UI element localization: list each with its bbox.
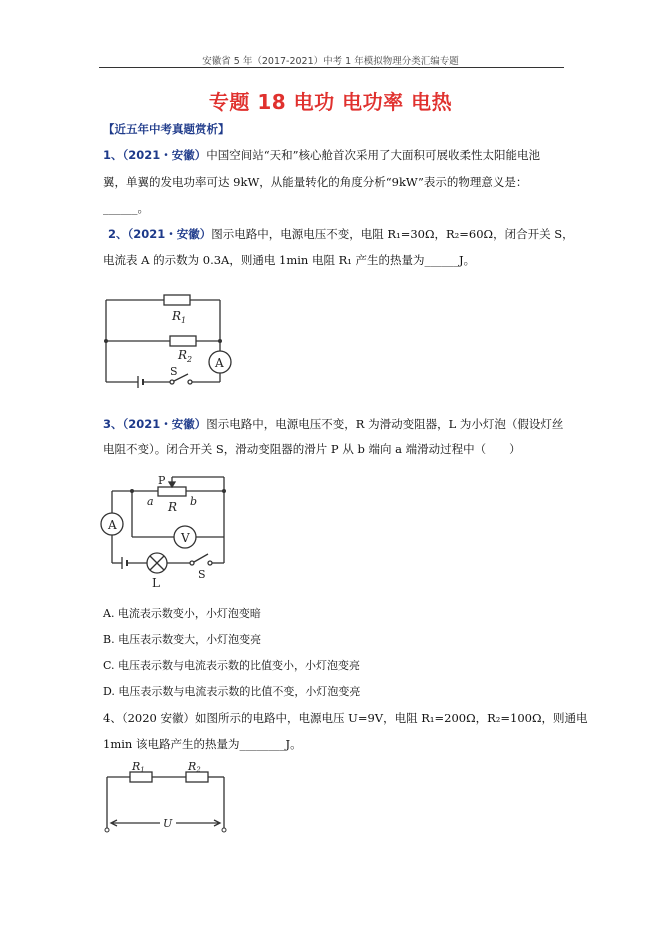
q3-source: （2021・安徽） [122, 417, 207, 431]
q2-resistor-r2 [170, 336, 196, 346]
q3-line-2: 电阻不变）。闭合开关 S，滑动变阻器的滑片 P 从 b 端向 a 端滑动过程中（ ） [103, 442, 521, 456]
q4-label-u: U [163, 817, 173, 830]
q3-number: 3、 [103, 417, 123, 431]
page-title: 专题 18 电功 电功率 电热 [208, 90, 453, 114]
q3-option-c: C. 电压表示数与电流表示数的比值变小，小灯泡变亮 [103, 659, 361, 672]
q3-label-switch: S [198, 568, 206, 581]
q1-line-3: ______。 [103, 201, 149, 215]
q3-label-a: a [147, 495, 154, 508]
q2-circuit-diagram [98, 288, 243, 393]
q1-source: （2021・安徽） [122, 148, 207, 162]
q3-text-1: 图示电路中，电源电压不变，R 为滑动变阻器，L 为小灯泡（假设灯丝 [206, 417, 564, 431]
q3-line-1 [103, 417, 563, 431]
q4-label-r2: R2 [188, 760, 201, 774]
q1-line-1 [103, 148, 540, 162]
header-divider [99, 67, 564, 68]
q4-line-1: 4、（2020 安徽）如图所示的电路中，电源电压 U=9V，电阻 R₁=200Ω，R₂=100Ω，则通电 [103, 711, 588, 725]
q4-line-2: 1min 该电路产生的热量为________J。 [103, 737, 302, 751]
q2-label-switch: S [170, 365, 178, 378]
q3-option-d: D. 电压表示数与电流表示数的比值不变，小灯泡变亮 [103, 685, 361, 698]
q3-slider-p [169, 482, 175, 487]
q4-label-r1: R1 [132, 760, 145, 774]
q2-text-1: 图示电路中，电源电压不变，电阻 R₁=30Ω，R₂=60Ω，闭合开关 S， [211, 227, 574, 241]
q3-circuit-diagram [98, 465, 238, 590]
q2-label-ammeter: A [215, 356, 224, 370]
q1-text-1: 中国空间站“天和”核心舱首次采用了大面积可展收柔性太阳能电池 [206, 148, 541, 162]
q2-line-1 [108, 227, 574, 241]
q2-line-2: 电流表 A 的示数为 0.3A，则通电 1min 电阻 R₁ 产生的热量为______J。 [103, 253, 476, 267]
section-heading: 【近五年中考真题赏析】 [103, 122, 230, 136]
q2-label-r2: $R_2$ [178, 348, 193, 364]
q3-label-p: P [158, 474, 166, 487]
q2-source: （2021・安徽） [127, 227, 212, 241]
q3-label-r: R [168, 500, 178, 514]
q3-label-lamp: L [152, 576, 160, 590]
q3-label-voltmeter: V [181, 531, 190, 545]
page-header: 安徽省 5 年（2017-2021）中考 1 年模拟物理分类汇编专题 [202, 56, 459, 67]
q4-circuit-diagram [100, 760, 230, 838]
q3-label-ammeter: A [108, 518, 117, 532]
q1-number: 1、 [103, 148, 123, 162]
q3-option-a: A. 电流表示数变小，小灯泡变暗 [103, 607, 261, 620]
q2-number: 2、 [108, 227, 128, 241]
q3-option-b: B. 电压表示数变大，小灯泡变亮 [103, 633, 262, 646]
q3-rheostat [158, 487, 186, 496]
q2-label-r1: $R_1$ [172, 309, 187, 325]
q2-resistor-r1 [164, 295, 190, 305]
q3-switch [194, 554, 208, 562]
q3-label-b: b [190, 495, 198, 508]
q1-line-2: 翼，单翼的发电功率可达 9kW，从能量转化的角度分析“9kW”表示的物理意义是： [103, 175, 528, 189]
